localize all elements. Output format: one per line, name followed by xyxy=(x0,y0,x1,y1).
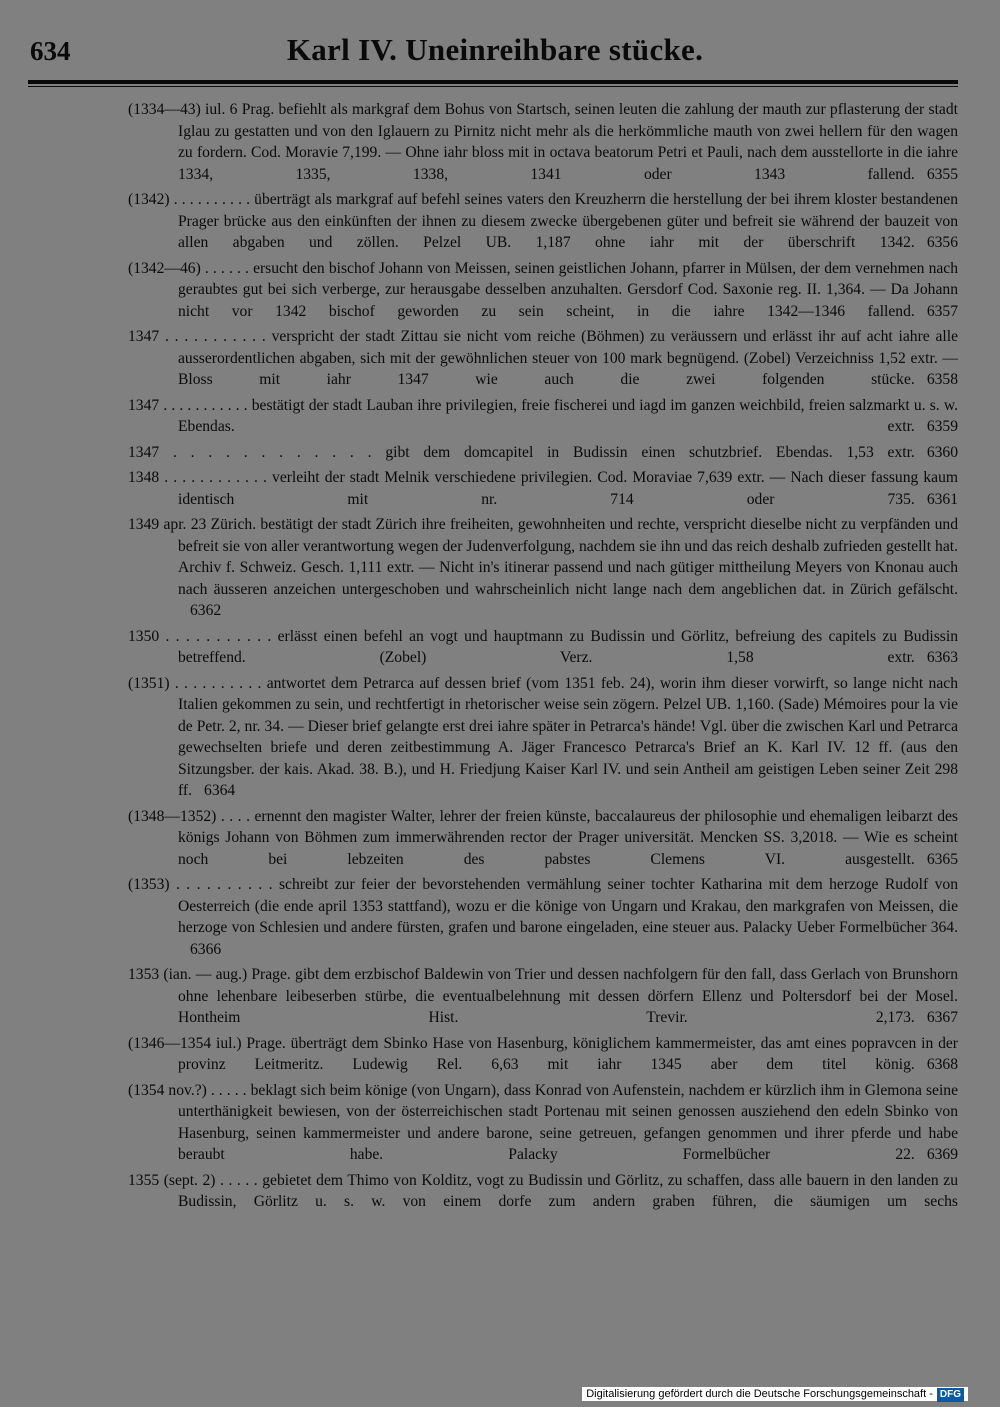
entry-text: erlässt einen befehl an vogt und hauptmann zu Budissin und Görlitz, befreiung des capitels zu Budissin betreffend. (Zobel) Verz. 1,58 extr. xyxy=(178,627,958,666)
entry-date: 1347 . . . . . . . . . . . xyxy=(128,396,248,414)
entry xyxy=(50,99,958,185)
entry-number: 6367 xyxy=(926,1009,958,1026)
entry-date: (1351) . . . . . . . . . . xyxy=(128,674,262,692)
entry-number: 6365 xyxy=(926,850,958,868)
entry xyxy=(50,626,958,669)
entry-date: (1342) . . . . . . . . . . xyxy=(128,191,251,208)
entry xyxy=(50,1033,958,1076)
entry-text: überträgt dem Sbinko Hase von Hasenburg, königlichem kammermeister, das amt eines popravcen in der provinz Leitmeritz. Ludewig Rel. 6,63 mit iahr 1345 aber dem titel könig. xyxy=(178,1034,958,1073)
entry-date: 1353 (ian. — aug.) Prage. xyxy=(128,966,291,983)
entry-date: (1348—1352) . . . . xyxy=(128,807,250,825)
entry-number: 6358 xyxy=(926,371,958,388)
page-number: 634 xyxy=(30,36,71,66)
entry xyxy=(50,806,958,871)
entry-date: (1334—43) iul. 6 Prag. xyxy=(128,101,275,118)
entry-date: 1355 (sept. 2) . . . . . xyxy=(128,1171,258,1189)
entry-number: 6357 xyxy=(926,302,958,320)
entry-number: 6362 xyxy=(190,602,222,619)
entry-date: (1353) . . . . . . . . . . xyxy=(128,876,273,893)
entry-number: 6368 xyxy=(926,1056,958,1073)
entry-date: 1348 . . . . . . . . . . . . xyxy=(128,469,267,486)
entry xyxy=(50,514,958,622)
entry-text: ersucht den bischof Johann von Meissen, seinen geistlichen Johann, pfarrer in Mülsen, der dem vernehmen nach geraubtes gut bei sich verberge, zur herausgabe desselben anzuhalten. Gersdorf Cod. Saxonie reg. II. 1,364. — Da Johann nicht vor 1342 bischof geworden zu sein scheint, in die iahre 1342—1346 fallend. xyxy=(178,259,959,320)
entry-text: ernennt den magister Walter, lehrer der freien künste, baccalaureus der philosophie und ehemaligen leibarzt des königs Johann von Böhmen zum immerwährenden rector der Prager universität. Mencken SS. 3,2018. — Wie es scheint noch bei lebzeiten des pabstes Clemens VI. ausgestellt. xyxy=(178,807,959,868)
entry-text: überträgt als markgraf auf befehl seines vaters den Kreuzherrn die herstellung der bei ihrem kloster bestandenen Prager brücke aus den einkünften der ihnen zu diesem zwecke übergebenen güter und befreit sie während der bauzeit von allen abgaben und zöllen. Pelzel UB. 1,187 ohne iahr mit der überschrift 1342. xyxy=(178,191,959,251)
entries-list xyxy=(50,99,958,1217)
header-rule-thin xyxy=(28,86,958,87)
entry-text: verleiht der stadt Melnik verschiedene privilegien. Cod. Moraviae 7,639 extr. — Nach dieser fassung kaum identisch mit nr. 714 oder 735. xyxy=(178,469,959,508)
entry-date: 1347 . . . . . . . . . . . xyxy=(128,328,266,345)
entry-text: beklagt sich beim könige (von Ungarn), dass Konrad von Aufenstein, nachdem er kürzlich ihm in Glemona seine unterthänigkeit bewiesen, von der österreichischen stadt Portenau mit seinen genossen ausziehend den edeln Sbinko von Hasenburg, seinen kammermeister und andere barone, seine getreuen, gefangen genommen und ihrer pferde und habe beraubt habe. Palacky Formelbücher 22. xyxy=(178,1081,958,1163)
header-rule-thick xyxy=(28,80,958,84)
entry-number: 6359 xyxy=(926,418,958,435)
entry-date: 1349 apr. 23 Zürich. xyxy=(128,516,257,533)
entry xyxy=(50,258,958,323)
footer-text: Digitalisierung gefördert durch die Deutsche Forschungsgemeinschaft - xyxy=(586,1388,933,1400)
entry-text: gebietet dem Thimo von Kolditz, vogt zu Budissin und Görlitz, zu schaffen, dass alle bauern in den landen zu Budissin, Görlitz u. s. w. von einem dorfe zum andern graben führen, die säumigen um sechs xyxy=(178,1171,958,1210)
entry xyxy=(50,673,958,802)
entry-text: bestätigt der stadt Zürich ihre freiheiten, gewohnheiten und rechte, verspricht dieselbe nicht zu verpfänden und befreit sie von aller verantwortung wegen der Judenverfolgung, nachdem sie ihn und das reich deshalb zufrieden gestellt hat. Archiv f. Schweiz. Gesch. 1,111 extr. — Nicht in's itinerar passend und nach gütiger mittheilung Meyers von Knonau auch nach äusseren anzeichen untergeschoben und wahrscheinlich nicht lange nach dem angeblichen dat. in Zürich gefälscht. xyxy=(178,516,959,598)
entry-number: 6363 xyxy=(926,649,958,666)
entry xyxy=(50,189,958,254)
entry xyxy=(50,326,958,391)
entry-text: schreibt zur feier der bevorstehenden vermählung seiner tochter Katharina mit dem herzoge Rudolf von Oesterreich (die ende april 1353 stattfand), wozu er die könige von Ungarn und Krakau, den markgrafen von Meissen, die herzoge von Schlesien und andere fürsten, grafen und barone eingeladen, eine steuer aus. Palacky Ueber Formelbücher 364. xyxy=(178,876,958,936)
entry-number: 6361 xyxy=(926,490,958,508)
entry-date: 1347 . . . . . . . . . . . . xyxy=(128,443,372,461)
entry-text: gibt dem domcapitel in Budissin einen schutzbrief. Ebendas. 1,53 extr. xyxy=(385,443,915,461)
dfg-logo: DFG xyxy=(937,1388,964,1402)
entry-text: befiehlt als markgraf dem Bohus von Startsch, seinen leuten die zahlung der mauth zur pflasterung der stadt Iglau zu gestatten und von den Iglauern zu Pirnitz nicht mehr als die herkömmliche mauth von zwei hellern für den wagen zu fordern. Cod. Moravie 7,199. — Ohne iahr bloss mit in octava beatorum Petri et Pauli, nach dem ausstellorte in die iahre 1334, 1335, 1338, 1341 oder 1343 fallend. xyxy=(178,101,958,183)
entry-text: antwortet dem Petrarca auf dessen brief (vom 1351 feb. 24), worin ihm dieser vorwirft, so lange nicht nach Italien gekommen zu sein, und rechtfertigt in rhetorischer weise sein zögern. Pelzel UB. 1,160. (Sade) Mémoires pour la vie de Petr. 2, nr. 34. — Dieser brief gelangte erst drei iahre später in Petrarca's hände! Vgl. über die zwischen Karl und Petrarca gewechselten briefe und deren zeitbestimmung A. Jäger Francesco Petrarca's Brief an K. Karl IV. 12 ff. (aus den Sitzungsber. der kais. Akad. 38. B.), und H. Friedjung Kaiser Karl IV. und sein Antheil am geistigen Leben seiner Zeit 298 ff. xyxy=(178,674,958,799)
entry-text: gibt dem erzbischof Baldewin von Trier und dessen nachfolgern für den fall, dass Gerlach von Brunshorn ohne lehenbare leibeserben stürbe, die eventualbelehnung mit dessen dörfern Ellenz und Poltersdorf bei der Mosel. Hontheim Hist. Trevir. 2,173. xyxy=(178,966,958,1026)
page-title: Karl IV. Uneinreihbare stücke. xyxy=(286,32,704,67)
entry xyxy=(50,964,958,1029)
entry-number: 6355 xyxy=(926,165,958,183)
entry xyxy=(50,874,958,960)
entry-number: 6364 xyxy=(204,782,236,799)
entry-date: (1342—46) . . . . . . xyxy=(128,259,249,277)
entry-date: 1350 . . . . . . . . . . . xyxy=(128,627,272,645)
entry-date: (1354 nov.?) . . . . . xyxy=(128,1081,247,1099)
entry-text: verspricht der stadt Zittau sie nicht vom reiche (Böhmen) zu veräussern und erlässt ihr auf acht iahre alle ausserordentlichen abgaben, sich mit der gewöhnlichen steuer von 100 mark begnügend. (Zobel) Verzeichniss 1,52 extr. — Bloss mit iahr 1347 wie auch die zwei folgenden stücke. xyxy=(178,328,958,388)
entry xyxy=(50,1080,958,1166)
entry-date: (1346—1354 iul.) Prage. xyxy=(128,1034,286,1052)
entry-text: bestätigt der stadt Lauban ihre privilegien, freie fischerei und iagd im ganzen weichbild, freien salzmarkt u. s. w. Ebendas. extr. xyxy=(178,396,958,435)
entry xyxy=(50,395,958,438)
entry xyxy=(50,1170,958,1213)
footer-credit xyxy=(582,1387,968,1401)
entry xyxy=(50,467,958,510)
entry xyxy=(50,442,958,464)
entry-number: 6366 xyxy=(190,940,222,958)
entry-number: 6369 xyxy=(926,1146,958,1163)
entry-number: 6356 xyxy=(926,234,958,251)
page-header xyxy=(30,30,960,74)
entry-number: 6360 xyxy=(926,443,958,461)
